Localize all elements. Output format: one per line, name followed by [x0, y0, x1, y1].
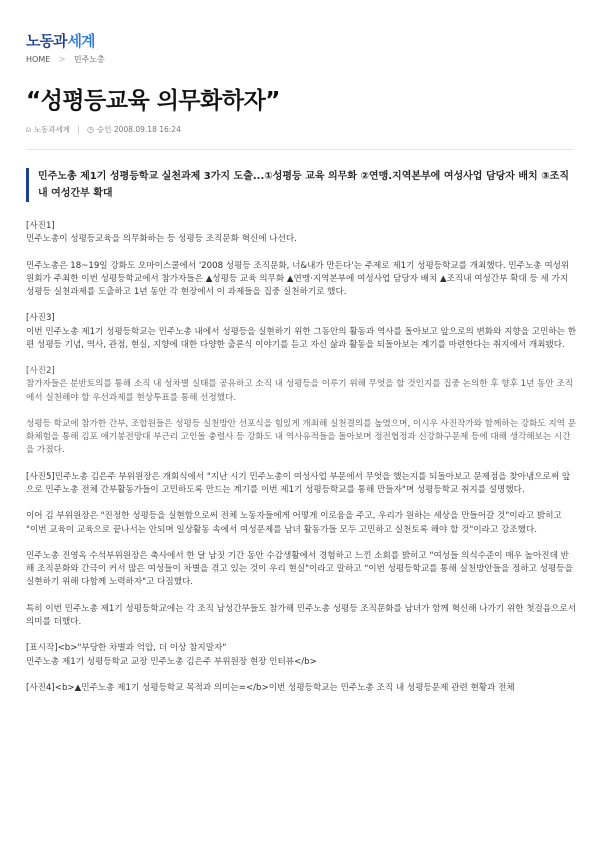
article-paragraph: 이어 김 부위원장은 "진정한 성평등을 실현함으로써 전체 노동자들에게 어떻게 이로움을 주고, 우리가 원하는 세상을 만들어갈 것"이라고 밝히고 "이번 교육이 교육으로 끝나서는 안되며 일상활동 속에서 여성문제를 남녀 활동가들 모두 고민하고 실천토록 해야 할 것"이라고 강조했다.	[26, 511, 562, 535]
breadcrumb-separator: >	[58, 54, 66, 65]
header-divider	[26, 149, 574, 150]
article-paragraph: 특히 이번 민주노총 제1기 성평등학교에는 각 조직 남성간부들도 참가해 민주노총 성평등 조직문화를 남녀가 함께 혁신해 나가기 위한 첫걸음으로서 의미를 더했다.	[26, 603, 577, 627]
article-paragraph: [사진5]민주노총 김은주 부위원장은 개회식에서 "지난 시기 민주노총이 여성사업 부문에서 무엇을 했는지를 되돌아보고 문제점을 찾아냄으로써 앞으로 민주노총 전체 간부활동가들이 고민하도록 만드는 계기를 이번 제1기 성평등학교를 통해 만들자"며 성평등학교 취지를 설명했다.	[26, 471, 571, 495]
clock-icon: ◷	[87, 125, 95, 134]
article-paragraph: [사진2] 참가자들은 분반토의를 통해 소직 내 성차별 실태를 공유하고 소직 내 성평등을 이루기 위해 무엇을 할 것인지를 집중 논의한 후 향후 1년 동안 조직에서 실천해야 할 우선과제를 현상투표를 통해 선정했다.	[26, 366, 574, 403]
article-paragraph: [사진1] 민주노총이 성평등교육을 의무화하는 등 성평등 조직문화 혁신에 나선다.	[26, 221, 297, 245]
logo-text-secondary: 세계	[67, 32, 95, 50]
logo-text-primary: 노동과	[26, 32, 67, 50]
meta-divider	[78, 126, 79, 134]
author-icon: ⍝	[26, 124, 31, 134]
article-author: 노동과세계	[33, 125, 71, 134]
article-paragraph: 민주노총은 18~19일 강화도 오마이스쿨에서 '2008 성평등 조직문화, 너&내가 만든다'는 주제로 제1기 성평등학교를 개최했다. 민주노총 여성위원회가 주최한 이번 성평등학교에서 참가자들은 ▲성평등 교육 의무화 ▲연맹·지역본부에 여성사업 담당자 배치 ▲조직내 여성간부 확대 등 세 가지 성평등 실천과제를 도출하고 1년 동안 각 현장에서 이 과제들을 집중 실천하기로 했다.	[26, 260, 570, 297]
article-paragraph: 민주노총 진영옥 수석부위원장은 축사에서 한 달 남짓 기간 동안 수감생활에서 경험하고 느낀 소회를 밝히고 "여성들 의식수준이 매우 높아진데 반해 조직문화와 간극이 커서 많은 여성들이 차별을 겪고 있는 것이 우리 현실"이라고 말하고 "이번 성평등학교를 통해 실천방안들을 정하고 성평등을 실현하기 위해 다함께 노력하자"고 다짐했다.	[26, 550, 573, 588]
article-paragraph: 성평등 학교에 참가한 간부, 조합원들은 성평등 실천방안 선포식을 힘있게 개최해 실천결의를 높였으며, 이시우 사진작가와 함께하는 강화도 지역 문화체험을 통해 김포 애기봉전망대 부근리 고인돌 충렬사 등 강화도 내 역사유적들을 돌아보며 정전협정과 신강화구문제 등에 대해 생각해보는 시간을 가졌다.	[26, 418, 576, 456]
article-meta	[26, 124, 181, 135]
article-paragraph: [표시작]<b>"부당한 차별과 억압, 더 이상 참지말자" 민주노총 제1기 성평등학교 교장 민주노총 김은주 부위원장 현장 인터뷰</b>	[26, 643, 317, 667]
article-paragraph: [사진3] 이번 민주노총 제1기 성평등학교는 민주노총 내에서 성평등을 실현하기 위한 그동안의 활동과 역사를 돌아보고 앞으로의 변화와 지향을 고민하는 한편 성평등 기념, 역사, 관점, 현실, 지향에 대한 다양한 출론식 이야기를 듣고 자신 삶과 활동을 되돌아보는 계기를 마련한다는 취지에서 개최됐다.	[26, 313, 577, 350]
breadcrumb-section[interactable]: 민주노총	[73, 55, 105, 64]
article-body	[26, 220, 576, 708]
breadcrumb-home[interactable]: HOME	[26, 55, 51, 64]
site-logo[interactable]	[26, 30, 94, 51]
breadcrumb	[26, 54, 105, 65]
article-paragraph: [사진4]<b>▲민주노총 제1기 성평등학교 목적과 의미는=</b>이번 성평등학교는 민주노총 조직 내 성평등문제 관련 현황과 전체	[26, 682, 515, 693]
article-title: “성평등교육 의무화하자”	[26, 88, 280, 114]
article-subtitle: 민주노총 제1기 성평등학교 실천과제 3가지 도출...①성평등 교육 의무화 ②연맹.지역본부에 여성사업 담당자 배치 ③조직내 여성간부 확대	[26, 168, 576, 202]
article-date: 승인 2008.09.18 16:24	[97, 125, 181, 134]
